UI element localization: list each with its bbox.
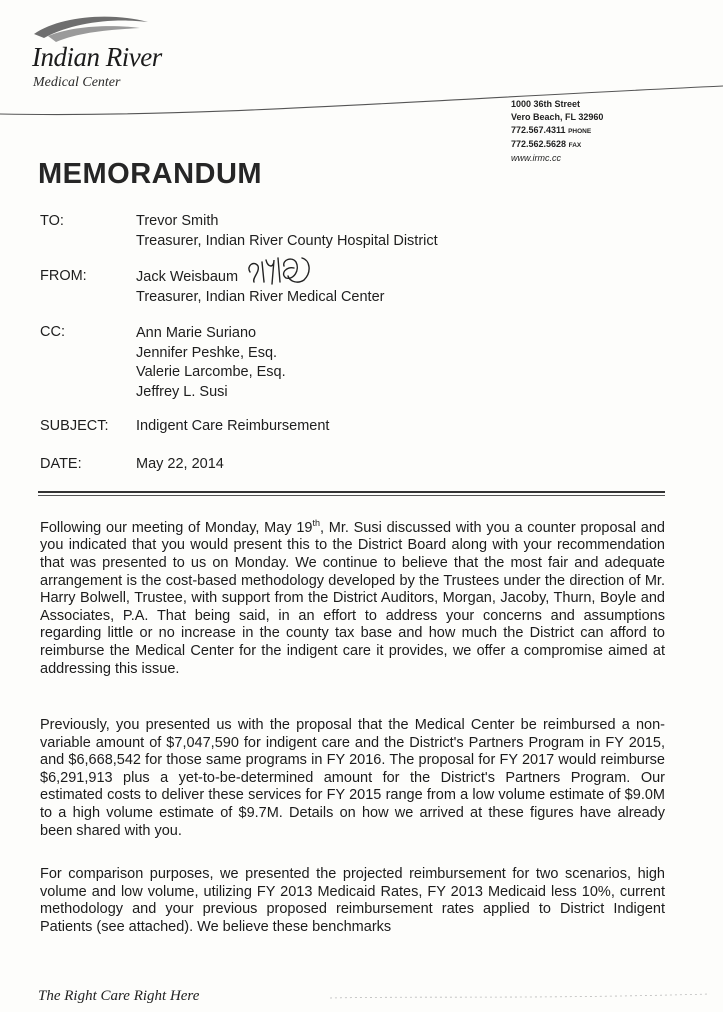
org-name: Indian River xyxy=(32,42,162,72)
fax-label: FAX xyxy=(568,142,582,149)
org-subtitle: Medical Center xyxy=(33,75,121,90)
address-fax: 772.562.5628 xyxy=(511,139,567,149)
date-value: May 22, 2014 xyxy=(136,456,224,472)
address-block xyxy=(511,98,603,165)
to-block xyxy=(136,212,438,251)
body-paragraph-1 xyxy=(40,515,665,678)
from-label: FROM: xyxy=(40,268,87,284)
memo-title: MEMORANDUM xyxy=(38,158,263,190)
address-street: 1000 36th Street xyxy=(511,99,581,109)
from-name: Jack Weisbaum xyxy=(136,269,239,285)
body-paragraph-2 xyxy=(40,717,665,840)
date-label: DATE: xyxy=(40,456,82,472)
header-divider xyxy=(0,78,723,118)
cc-recipient: Jennifer Peshke, Esq. xyxy=(136,344,278,361)
to-title: Treasurer, Indian River County Hospital District xyxy=(136,232,438,249)
cc-recipient: Jeffrey L. Susi xyxy=(136,383,228,400)
handwritten-initials-signature xyxy=(244,252,316,288)
address-web: www.irmc.cc xyxy=(511,153,561,163)
paragraph-1-rest: , Mr. Susi discussed with you a counter proposal and you indicated that you would present this to the District Board along with your recommendation that was presented to us on Monday. We continue to believe that the most fair and adequate arrangement is the cost-based methodology developed by the Trustees under the direction of Mr. Harry Bolwell, Trustee, with support from the District Auditors, Morgan, Jacoby, Thurn, Boyle and Associates, P.A. That being said, in an effort to address your concerns and assumptions regarding little or no increase in the county tax base and how much the District can afford to reimburse the Medical Center for the indigent care it provides, we offer a compromise aimed at addressing this issue. xyxy=(40,519,665,677)
ordinal-suffix: th xyxy=(312,518,320,528)
paragraph-3-text: For comparison purposes, we presented the projected reimbursement for two scenarios, high volume and low volume, utilizing FY 2013 Medicaid Rates, FY 2013 Medicaid less 10%, current methodology and your previous proposed reimbursement rates applied to District Indigent Patients (see attached). We believe these benchmarks xyxy=(40,866,665,935)
paragraph-2-text: Previously, you presented us with the proposal that the Medical Center be reimbursed a non-variable amount of $7,047,590 for indigent care and the District's Partners Program in FY 2015, and $6,668,542 for those same programs in FY 2016. The proposal for FY 2017 would reimburse $6,291,913 plus a yet-to-be-determined amount for the District's Partners Program. Our estimated costs to deliver these services for FY 2015 range from a low volume estimate of $9.0M to a high volume estimate of $9.7M. Details on how we arrived at these figures have already been shared with you. xyxy=(40,717,665,839)
cc-recipient: Ann Marie Suriano xyxy=(136,325,257,341)
address-phone: 772.567.4311 xyxy=(511,125,566,135)
phone-label: PHONE xyxy=(568,128,592,135)
to-name: Trevor Smith xyxy=(136,213,219,229)
cc-recipient: Valerie Larcombe, Esq. xyxy=(136,364,286,380)
cc-list xyxy=(136,324,286,402)
cc-label: CC: xyxy=(40,324,65,340)
paragraph-1-start: Following our meeting of Monday, May 19 xyxy=(40,519,313,536)
header-rule xyxy=(38,491,665,493)
subject-value: Indigent Care Reimbursement xyxy=(136,418,330,434)
address-city: Vero Beach, FL 32960 xyxy=(511,112,604,122)
body-paragraph-3 xyxy=(40,866,665,936)
header-rule-thin xyxy=(38,495,665,496)
footer-scan-noise xyxy=(330,990,710,1004)
to-label: TO: xyxy=(40,213,64,229)
footer-tagline: The Right Care Right Here xyxy=(38,988,200,1004)
logo-swoosh-icon xyxy=(30,12,150,44)
logo xyxy=(30,12,200,90)
from-title: Treasurer, Indian River Medical Center xyxy=(136,288,385,305)
subject-label: SUBJECT: xyxy=(40,418,109,434)
